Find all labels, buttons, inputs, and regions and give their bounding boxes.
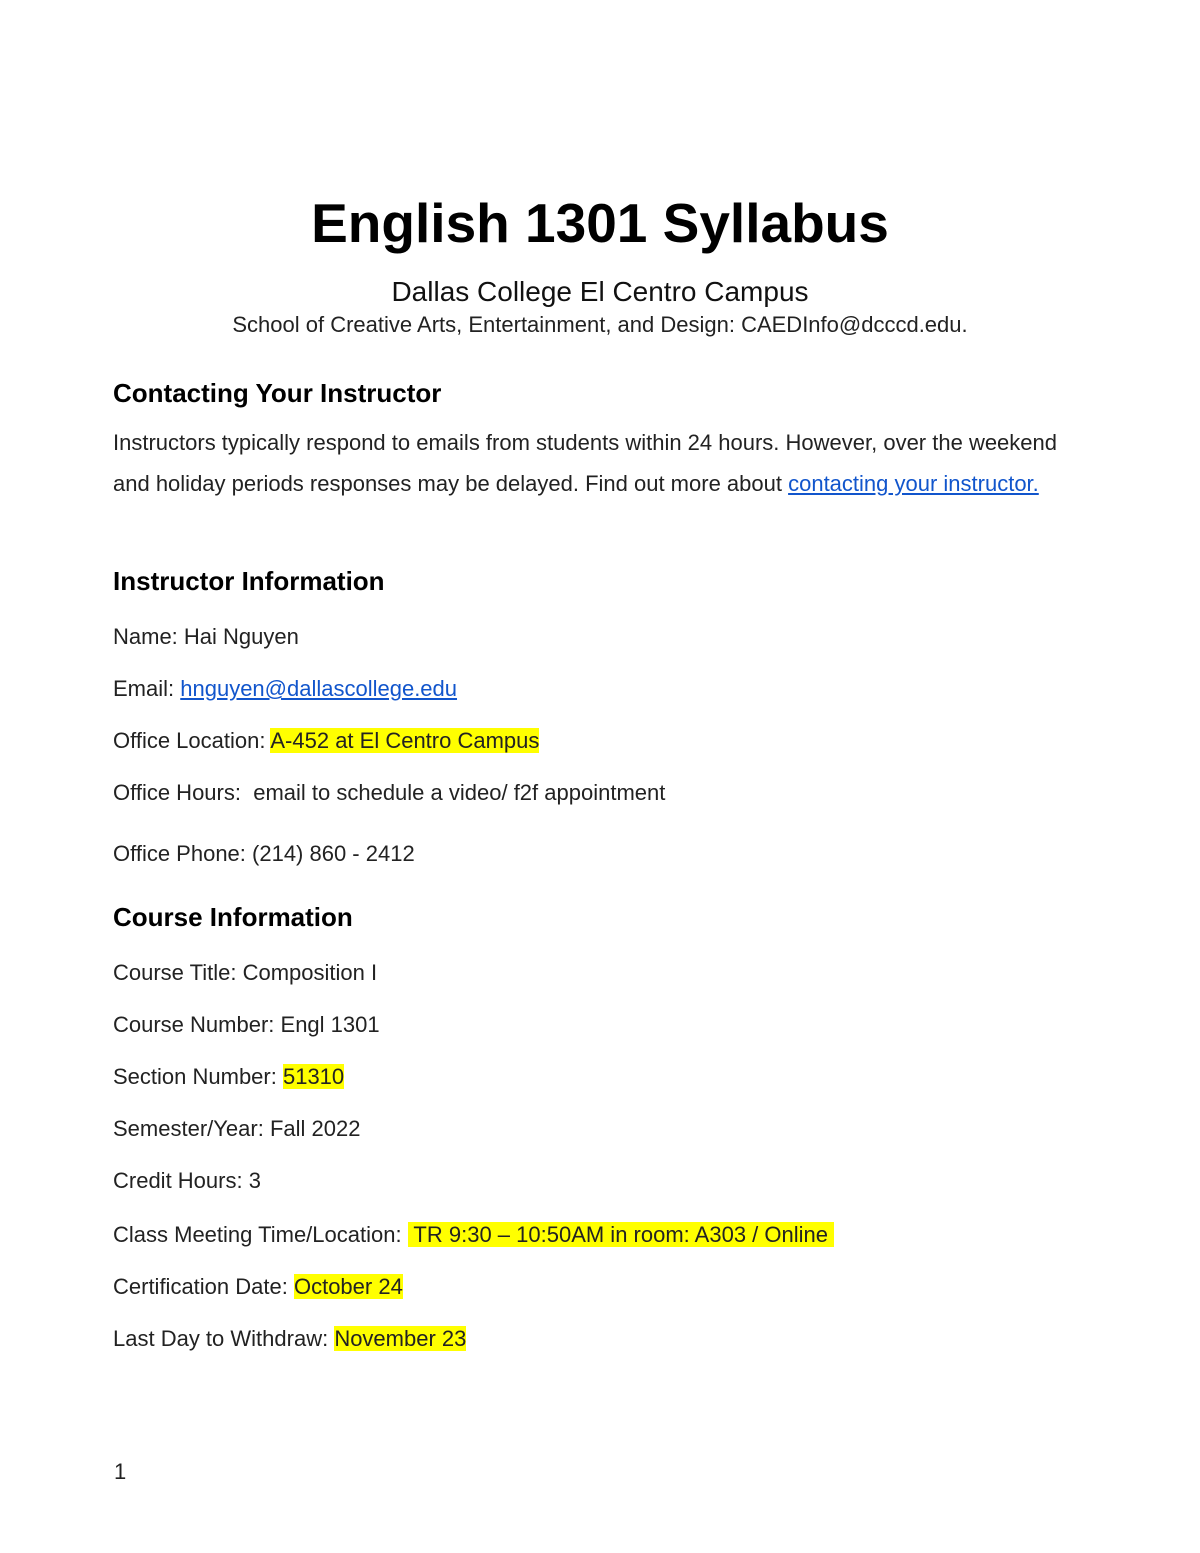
withdraw-date-value: November 23 <box>334 1326 467 1351</box>
office-hours-row <box>113 778 665 808</box>
withdraw-date-row <box>113 1324 466 1354</box>
class-meeting-value: TR 9:30 – 10:50AM in room: A303 / Online <box>407 1222 835 1247</box>
contact-paragraph <box>113 422 1073 504</box>
contact-paragraph-text: Instructors typically respond to emails from students within 24 hours. However, over the weekend and holiday periods responses may be delayed. Find out more about <box>113 430 1058 496</box>
course-title-value: Composition I <box>242 960 378 985</box>
office-location-value: A-452 at El Centro Campus <box>270 728 540 753</box>
email-label: Email: <box>113 676 181 701</box>
page-number: 1 <box>114 1459 127 1484</box>
office-hours-value: email to schedule a video/ f2f appointment <box>253 780 666 805</box>
course-number-row <box>113 1010 380 1040</box>
office-phone-value: (214) 860 - 2412 <box>252 841 415 866</box>
instructor-heading: Instructor Information <box>113 566 385 596</box>
class-meeting-row <box>113 1220 834 1250</box>
course-number-value: Engl 1301 <box>280 1012 380 1037</box>
section-number-row <box>113 1062 344 1092</box>
withdraw-date-label: Last Day to Withdraw: <box>113 1326 335 1351</box>
semester-label: Semester/Year: <box>113 1116 270 1141</box>
contact-heading: Contacting Your Instructor <box>113 378 442 408</box>
name-label: Name: <box>113 624 184 649</box>
course-number-label: Course Number: <box>113 1012 281 1037</box>
certification-date-row <box>113 1272 403 1302</box>
course-title-label: Course Title: <box>113 960 243 985</box>
credit-hours-label: Credit Hours: <box>113 1168 249 1193</box>
name-value: Hai Nguyen <box>183 624 299 649</box>
certification-date-label: Certification Date: <box>113 1274 294 1299</box>
section-number-label: Section Number: <box>113 1064 283 1089</box>
office-location-row <box>113 726 539 756</box>
course-heading: Course Information <box>113 902 353 932</box>
email-link[interactable]: hnguyen@dallascollege.edu <box>180 676 458 701</box>
section-number-value: 51310 <box>282 1064 345 1089</box>
office-location-label: Office Location: <box>113 728 271 753</box>
certification-date-value: October 24 <box>293 1274 403 1299</box>
office-phone-label: Office Phone: <box>113 841 253 866</box>
course-title-row <box>113 958 377 988</box>
contacting-instructor-link[interactable]: contacting your instructor. <box>788 471 1039 496</box>
document-title: English 1301 Syllabus <box>311 192 889 254</box>
instructor-name-row <box>113 622 299 652</box>
campus-subtitle: Dallas College El Centro Campus <box>391 276 809 307</box>
school-contact-line: School of Creative Arts, Entertainment, and Design: CAEDInfo@dcccd.edu. <box>232 312 968 337</box>
credit-hours-row <box>113 1166 261 1196</box>
instructor-email-row <box>113 674 457 704</box>
office-hours-label: Office Hours: <box>113 780 254 805</box>
class-meeting-label: Class Meeting Time/Location: <box>113 1222 408 1247</box>
semester-value: Fall 2022 <box>269 1116 361 1141</box>
semester-row <box>113 1114 360 1144</box>
credit-hours-value: 3 <box>248 1168 261 1193</box>
office-phone-row <box>113 839 415 869</box>
